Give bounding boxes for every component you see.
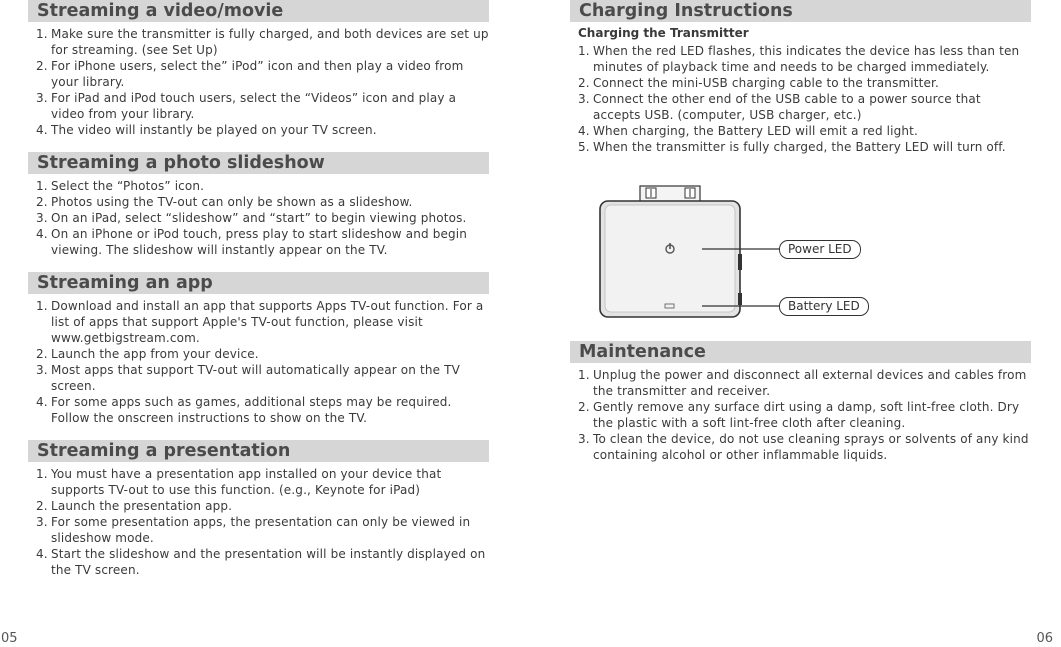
left-column [28, 0, 489, 592]
steps-list [570, 367, 1031, 463]
section-maintenance [570, 341, 1031, 463]
list-item: 1. You must have a presentation app installed on your device that supports TV-out to use this function. (e.g., Keynote for iPad) [36, 467, 442, 497]
section-heading: Streaming a presentation [28, 440, 489, 462]
list-item: 3. Connect the other end of the USB cable to a power source that accepts USB. (computer, USB charger, etc.) [578, 92, 981, 122]
list-item: 2. Gently remove any surface dirt using a damp, soft lint-free cloth. Dry the plastic with a soft lint-free cloth after cleaning. [578, 400, 1020, 430]
section-heading: Maintenance [570, 341, 1031, 363]
list-item: 1. Unplug the power and disconnect all external devices and cables from the transmitter and receiver. [578, 368, 1027, 398]
section-heading: Streaming an app [28, 272, 489, 294]
section-photo [28, 152, 489, 258]
list-item: 2. Launch the presentation app. [36, 499, 233, 513]
list-item: 3. Most apps that support TV-out will automatically appear on the TV screen. [36, 363, 460, 393]
list-item: 1. Make sure the transmitter is fully charged, and both devices are set up for streaming. (see Set Up) [36, 27, 489, 57]
section-charging [570, 0, 1031, 155]
section-app [28, 272, 489, 426]
list-item: 5. When the transmitter is fully charged, the Battery LED will turn off. [578, 140, 1006, 154]
list-item: 3. On an iPad, select “slideshow” and “start” to begin viewing photos. [36, 211, 467, 225]
section-heading: Streaming a video/movie [28, 0, 489, 22]
section-heading: Streaming a photo slideshow [28, 152, 489, 174]
list-item: 1. Download and install an app that supports Apps TV-out function. For a list of apps that support Apple's TV-out function, please visit www.getbigstream.com. [36, 299, 484, 345]
steps-list [28, 298, 489, 426]
list-item: 4. On an iPhone or iPod touch, press play to start slideshow and begin viewing. The slideshow will instantly appear on the TV. [36, 227, 468, 257]
subheading: Charging the Transmitter [578, 26, 749, 40]
list-item: 2. Launch the app from your device. [36, 347, 259, 361]
list-item: 2. For iPhone users, select the” iPod” icon and then play a video from your library. [36, 59, 464, 89]
list-item: 2. Photos using the TV-out can only be shown as a slideshow. [36, 195, 413, 209]
list-item: 4. For some apps such as games, additional steps may be required. Follow the onscreen instructions to show on the TV. [36, 395, 452, 425]
list-item: 1. Select the “Photos” icon. [36, 179, 205, 193]
power-led-callout: Power LED [779, 240, 861, 259]
steps-list [28, 178, 489, 258]
list-item: 2. Connect the mini-USB charging cable to the transmitter. [578, 76, 939, 90]
battery-led-callout: Battery LED [779, 297, 869, 316]
side-port [738, 293, 742, 305]
page-number-left: 05 [1, 631, 18, 646]
page-number-right: 06 [1036, 631, 1053, 646]
list-item: 3. For iPad and iPod touch users, select the “Videos” icon and play a video from your library. [36, 91, 457, 121]
side-switch [738, 254, 742, 270]
list-item: 3. For some presentation apps, the presentation can only be viewed in slideshow mode. [36, 515, 471, 545]
list-item: 4. The video will instantly be played on your TV screen. [36, 123, 377, 137]
right-column [570, 0, 1031, 477]
transmitter-diagram [570, 169, 1031, 319]
list-item: 1. When the red LED flashes, this indicates the device has less than ten minutes of playback time and needs to be charged immediately. [578, 44, 1020, 74]
list-item: 4. Start the slideshow and the presentation will be instantly displayed on the TV screen. [36, 547, 486, 577]
steps-list [570, 43, 1031, 155]
list-item: 4. When charging, the Battery LED will emit a red light. [578, 124, 918, 138]
section-presentation [28, 440, 489, 578]
section-video [28, 0, 489, 138]
steps-list [28, 466, 489, 578]
section-heading: Charging Instructions [570, 0, 1031, 22]
list-item: 3. To clean the device, do not use cleaning sprays or solvents of any kind containing alcohol or other inflammable liquids. [578, 432, 1029, 462]
steps-list [28, 26, 489, 138]
